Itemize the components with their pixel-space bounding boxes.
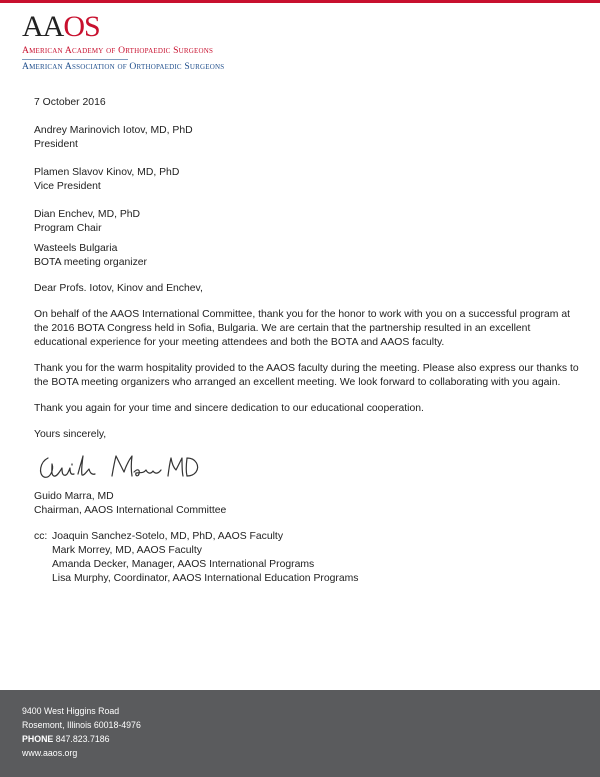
cc-item: Lisa Murphy, Coordinator, AAOS International Education Programs — [52, 573, 359, 584]
cc-label: cc: — [34, 531, 48, 542]
footer-address-line: Rosemont, Illinois 60018-4976 — [22, 720, 141, 730]
recipient-name: Andrey Marinovich Iotov, MD, PhD — [34, 125, 193, 136]
recipient-block — [34, 166, 582, 194]
body-paragraph: On behalf of the AAOS International Committee, thank you for the honor to work with you on a successful program at the 2016 BOTA Congress held in Sofia, Bulgaria. We are certain that the partnership resulted in an excellent educational experience for your meeting attendees and both the BOTA and AAOS faculty. — [34, 309, 570, 348]
logo-mark-os: OS — [63, 10, 100, 43]
logo-association-name: American Association of Orthopaedic Surgeons — [22, 61, 225, 72]
footer-phone — [22, 732, 141, 746]
footer-website-link[interactable]: www.aaos.org — [22, 748, 78, 758]
body-paragraph: Thank you again for your time and sincere dedication to our educational cooperation. — [34, 403, 424, 414]
letter-date: 7 October 2016 — [34, 97, 106, 108]
cc-block — [34, 530, 582, 586]
recipient-title: President — [34, 139, 78, 150]
recipient-title: Program Chair — [34, 223, 102, 234]
logo-academy-name: American Academy of Orthopaedic Surgeons — [22, 45, 214, 56]
footer-phone-number: 847.823.7186 — [55, 734, 110, 744]
cc-item: Mark Morrey, MD, AAOS Faculty — [52, 545, 202, 556]
handwritten-signature — [34, 444, 582, 488]
footer-bar — [0, 690, 600, 777]
footer-phone-label: PHONE — [22, 734, 54, 744]
footer-address-line: 9400 West Higgins Road — [22, 706, 120, 716]
letter-body — [34, 96, 582, 586]
cc-item: Joaquin Sanchez-Sotelo, MD, PhD, AAOS Faculty — [52, 531, 284, 542]
recipient-block — [34, 208, 582, 236]
signer-name: Guido Marra, MD — [34, 491, 114, 502]
logo-mark-aa: AA — [22, 10, 64, 43]
cc-list — [52, 530, 359, 586]
logo-mark — [22, 12, 224, 42]
cc-item: Amanda Decker, Manager, AAOS International Programs — [52, 559, 315, 570]
logo-divider — [22, 59, 128, 60]
signature-image — [34, 444, 204, 488]
footer-contact — [22, 704, 141, 760]
recipient-name: Plamen Slavov Kinov, MD, PhD — [34, 167, 180, 178]
top-accent-rule — [0, 0, 600, 3]
closing: Yours sincerely, — [34, 429, 107, 440]
recipient-name: Dian Enchev, MD, PhD — [34, 209, 141, 220]
body-paragraph: Thank you for the warm hospitality provided to the AAOS faculty during the meeting. Please also express our thanks to the BOTA meeting organizers who arranged an excellent meeting. We look forward to collaborating with you again. — [34, 363, 579, 388]
recipient-block — [34, 242, 582, 270]
signer-title: Chairman, AAOS International Committee — [34, 505, 227, 516]
recipient-name: Wasteels Bulgaria — [34, 243, 118, 254]
recipient-title: Vice President — [34, 181, 101, 192]
recipient-block — [34, 124, 582, 152]
aaos-logo — [22, 12, 224, 72]
recipient-title: BOTA meeting organizer — [34, 257, 148, 268]
salutation: Dear Profs. Iotov, Kinov and Enchev, — [34, 283, 203, 294]
